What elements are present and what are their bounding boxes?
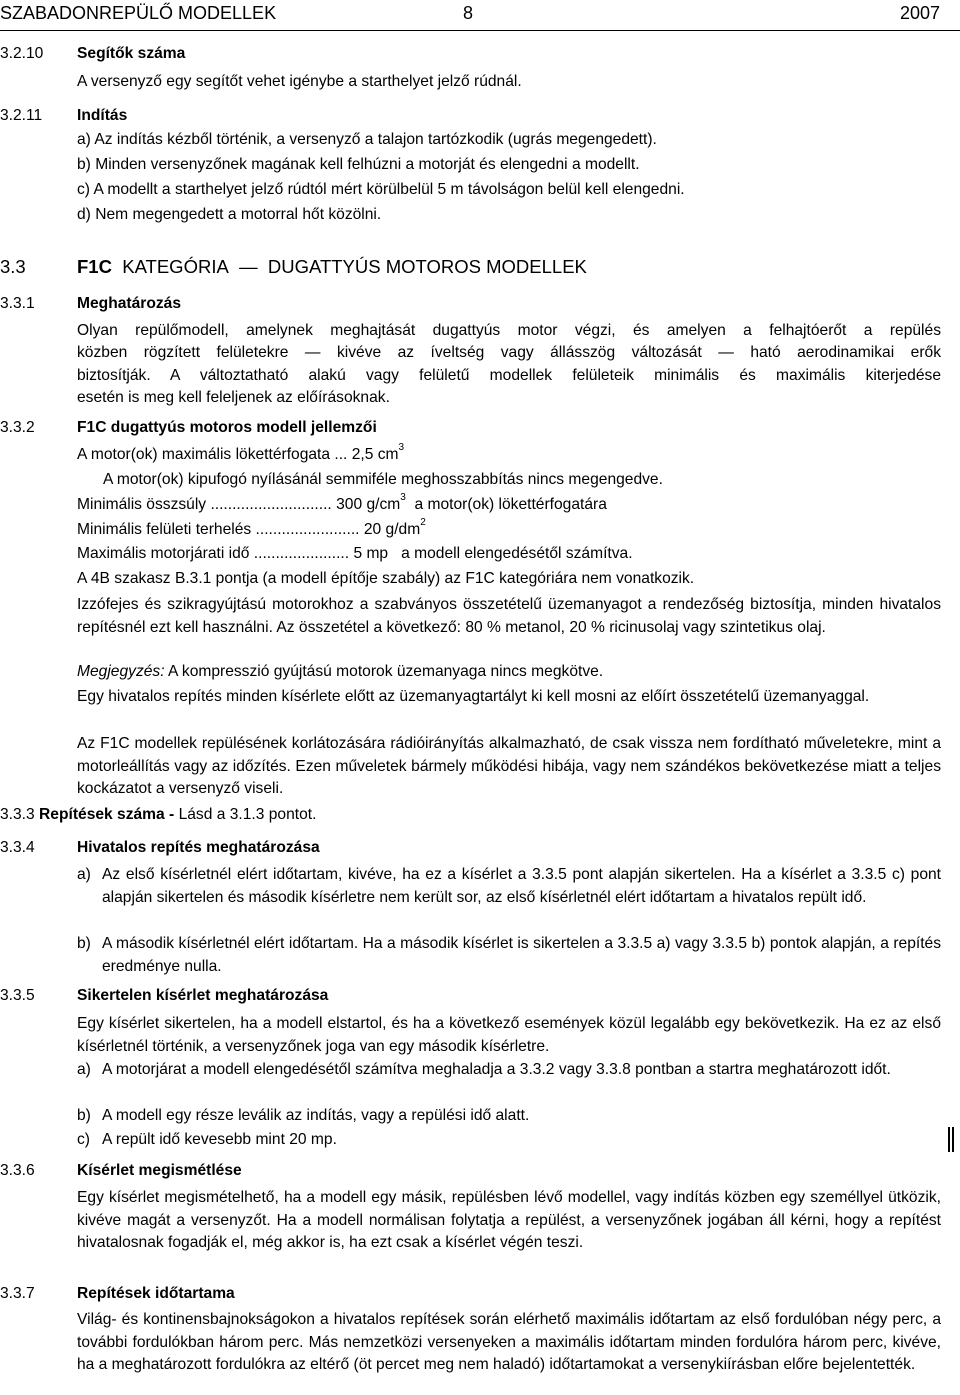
section-number: 3.3: [0, 256, 26, 277]
section-number: 3.2.11: [0, 107, 43, 124]
paragraph-line: Olyan repülőmodell, amelynek meghajtását dugattyús motor végzi, és amelyen a felhajtóerőt a repülés: [77, 322, 941, 339]
spec-row: A motor(ok) maximális lökettérfogata ... 2,5 $cm^3$: [77, 442, 405, 463]
list-item: b) A második kísérletnél elért időtartam. Ha a második kísérlet is sikertelen a 3.3.5 a) vagy 3.3.5 b) pontok alapján, a repítés eredménye nulla.: [77, 935, 941, 975]
section-number: 3.3.1: [0, 295, 35, 312]
paragraph-line: közben rögzített felületekre — kivéve az íveltség vagy állásszög változását — ható aerodinamikai erők: [77, 344, 941, 361]
paragraph-line: biztosítják. A változtatható alakú vagy felületű modellek felületeik minimális és maximális kiterjedése: [77, 367, 941, 384]
list-item: d) Nem megengedett a motorral hőt közölni.: [77, 206, 382, 223]
header-year: 2007: [899, 3, 940, 23]
spec-row: Minimális összsúly ............................ 300 $g/cm^3$ a motor(ok) lökettérfogatára: [77, 492, 607, 513]
section-title: Repítések időtartama: [77, 1285, 235, 1302]
section-title: Segítők száma: [77, 45, 186, 62]
section-title: Hivatalos repítés meghatározása: [77, 839, 320, 856]
note: Megjegyzés: A kompresszió gyújtású motorok üzemanyaga nincs megkötve.: [77, 663, 604, 680]
section-title: Meghatározás: [77, 295, 181, 312]
paragraph: Világ- és kontinensbajnokságokon a hivatalos repítések során elérhető maximális időtartam az első fordulóban négy perc, a további fordulókban három perc. Más nemzetközi versenyeken a maximális időtartam minden fordulóra három perc, kivéve, ha a meghatározott fordulókra az eltérő (öt percet meg nem haladó) időtartamokat a versenykiírásban előre bejelentették.: [77, 1311, 941, 1373]
list-item: a) Az első kísérletnél elért időtartam, kivéve, ha ez a kísérlet a 3.3.5 pont alapján sikertelen. Ha a kísérlet a 3.3.5 c) pont alapján sikertelen és második kísérletre nem került sor, az első kísérletnél elért időtartam a hivatalos repült idő.: [77, 866, 941, 906]
paragraph: Az F1C modellek repülésének korlátozására rádióirányítás alkalmazható, de csak vissza nem fordítható műveletekre, mint a motorleállítás vagy az időzítés. Ezen műveletek bármely működési hibája, vagy nem szándékos bekövetkezése miatt a teljes kockázatot a versenyző viseli.: [77, 735, 941, 797]
section-title: Sikertelen kísérlet meghatározása: [77, 987, 329, 1004]
list-item: b) A modell egy része leválik az indítás, vagy a repülési idő alatt.: [77, 1107, 530, 1124]
list-item: a) A motorjárat a modell elengedésétől számítva meghaladja a 3.3.2 vagy 3.3.8 pontban a startra meghatározott időt.: [77, 1061, 891, 1078]
header-title: SZABADONREPÜLŐ MODELLEK: [0, 3, 277, 23]
section-title: Indítás: [77, 107, 128, 124]
revision-bar: [948, 1127, 954, 1152]
section-heading: 3.3.3 Repítések száma - Lásd a 3.1.3 pontot.: [0, 806, 317, 823]
page-header: [0, 0, 960, 31]
list-item: a) Az indítás kézből történik, a versenyző a talajon tartózkodik (ugrás megengedett).: [77, 131, 657, 148]
list-item: b) Minden versenyzőnek magának kell felhúzni a motorját és elengedni a modellt.: [77, 156, 640, 173]
list-item: c) A modellt a starthelyet jelző rúdtól mért körülbelül 5 m távolságon belül kell elengedni.: [77, 181, 685, 198]
section-title: Kísérlet megismétlése: [77, 1162, 242, 1179]
section-heading: F1C KATEGÓRIA — DUGATTYÚS MOTOROS MODELLEK: [77, 256, 587, 277]
paragraph-line: esetén is meg kell feleljenek az előírásoknak.: [77, 389, 390, 406]
spec-row: Maximális motorjárati idő ...................... 5 mp a modell elengedésétől számítva.: [77, 545, 633, 562]
list-item: c) A repült idő kevesebb mint 20 mp.: [77, 1131, 337, 1148]
section-number: 3.3.6: [0, 1162, 35, 1179]
spec-row: A 4B szakasz B.3.1 pontja (a modell építője szabály) az F1C kategóriára nem vonatkozik.: [77, 570, 695, 587]
section-number: 3.2.10: [0, 45, 44, 62]
section-number: 3.3.4: [0, 839, 35, 856]
spec-row: Minimális felületi terhelés ........................ 20 $g/dm^2$: [77, 517, 426, 538]
page-number: 8: [463, 3, 474, 23]
spec-row: A motor(ok) kipufogó nyílásánál semmiféle meghosszabbítás nincs megengedve.: [103, 471, 663, 488]
paragraph: Egy kísérlet sikertelen, ha a modell elstartol, és ha a következő események közül legalább egy bekövetkezik. Ha ez az első kísérletnél történik, a versenyzőnek joga van egy második kísérletre.: [77, 1015, 941, 1055]
paragraph: Egy hivatalos repítés minden kísérlete előtt az üzemanyagtartályt ki kell mosni az előírt összetételű üzemanyaggal.: [77, 688, 870, 705]
paragraph: Izzófejes és szikragyújtású motorokhoz a szabványos összetételű üzemanyagot a rendezőség biztosítja, minden hivatalos repítésnél ezt kell használni. Az összetétel a következő: 80 % metanol, 20 % ricinusolaj vagy szintetikus olaj.: [77, 596, 941, 636]
paragraph: Egy kísérlet megismételhető, ha a modell egy másik, repülésben lévő modellel, vagy indítás közben egy személlyel ütközik, kivéve magát a versenyzőt. Ha a modell normálisan folytatja a repülést, a versenyzőnek jogában áll kérni, hogy a repítést hivatalosnak fogadják el, még akkor is, ha ezt csak a kísérlet végén teszi.: [77, 1189, 941, 1251]
paragraph: A versenyző egy segítőt vehet igénybe a starthelyet jelző rúdnál.: [77, 73, 522, 90]
section-title: F1C dugattyús motoros modell jellemzői: [77, 419, 377, 436]
section-number: 3.3.5: [0, 987, 35, 1004]
section-number: 3.3.2: [0, 419, 35, 436]
section-number: 3.3.7: [0, 1285, 35, 1302]
